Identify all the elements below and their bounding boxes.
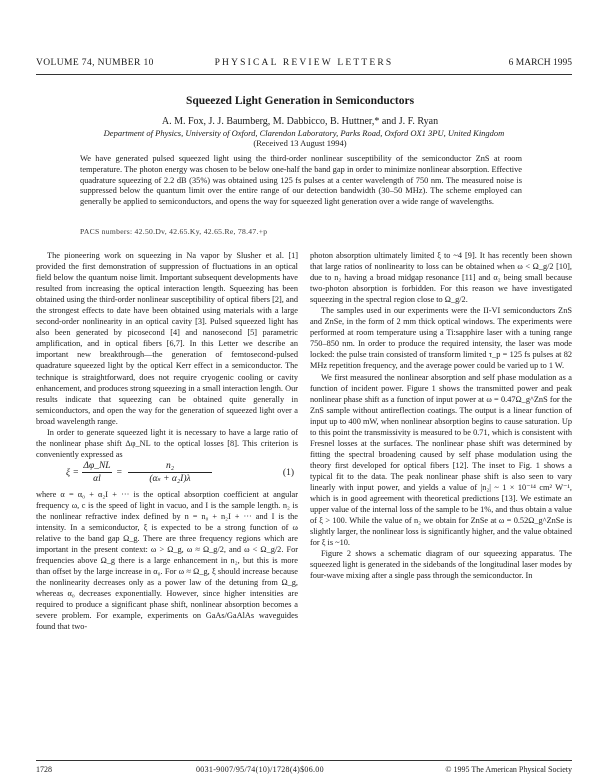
page-footer — [36, 765, 572, 775]
header-rule — [36, 74, 572, 75]
pacs-numbers: PACS numbers: 42.50.Dv, 42.65.Ky, 42.65.Re, 78.47.+p — [80, 227, 268, 236]
equation-1 — [36, 461, 298, 487]
journal-name: PHYSICAL REVIEW LETTERS — [214, 58, 394, 68]
paragraph: The pioneering work on squeezing in Na vapor by Slusher et al. [1] provided the first demonstration of suppression of fluctuations in an optical field below the quantum noise limit. Important subsequent developments have resulted from increasing the optical interaction length. Squeezing has been obtained using the third-order nonlinear susceptibility of optical fibers [2], and the strongest effects to date have been obtained using materials with a large second-order nonlinearity in an optical cavity [3]. Pulsed squeezed light has also been generated by picosecond [4] and nanosecond [5] parametric amplification, and in optical fibers [6,7]. In this Letter we describe an important new breakthrough—the generation of femtosecond-pulsed quadrature squeezed light by the optical Kerr effect in a semiconductor. The technique is straightforward, does not require cryogenic cooling or cavity enhancement, and produces strong squeezing in a small interaction length. Our results indicate that squeezing can be obtained quite generally in semiconductors, and open the way for the generation of squeezed light over a broad wavelength range. — [36, 251, 298, 426]
page-number: 1728 — [36, 765, 52, 774]
running-head — [36, 58, 572, 72]
issue-date: 6 MARCH 1995 — [508, 58, 572, 68]
article-authors: A. M. Fox, J. J. Baumberg, M. Dabbicco, B. Huttner,* and J. F. Ryan — [161, 116, 439, 127]
copyright: © 1995 The American Physical Society — [445, 765, 572, 774]
abstract: We have generated pulsed squeezed light using the third-order nonlinear susceptibility of the semiconductor ZnS at room temperature. The photon energy was chosen to be below one-half the band gap in order to minimize nonlinear absorption. Effective quadrature squeezing of 2.2 dB (35%) was obtained using 125 fs pulses at a center wavelength of 750 nm. The measured noise is suppressed below the quantum limit over the entire range of our detection bandwidth (30–50 MHz). The scheme employed can generally be applied to semiconductors, and opens the way for squeezed light generation over a wide range of wavelengths. — [80, 154, 522, 207]
paragraph: In order to generate squeezed light it is necessary to have a large ratio of the nonlinear phase shift Δφ_NL to the optical losses [8]. This criterion is conveniently expressed as — [36, 427, 298, 459]
equation-numerator: Δφ_NL — [83, 460, 111, 471]
equation-denominator: (αₛ + α₂I)λ — [149, 473, 191, 484]
paragraph: We first measured the nonlinear absorption and self phase modulation as a function of incident power. Figure 1 shows the transmitted power and peak nonlinear phase shift as a function of input power at ω = 0.47Ω_g^ZnS for the ZnS sample without antireflection coatings. The output is a linear function of input up to 400 mW, when nonlinear absorption begins to cause saturation. Up to this point the transmissivity is measured to be 0.71, which is consistent with Fresnel losses at the surfaces. The nonlinear phase shift was determined by fitting the spectral broadening caused by self phase modulation using the theory first developed for optical fibers [12]. The inset to Fig. 1 shows a typical fit to the data. The peak nonlinear phase shift is also seen to vary linearly with input power, and yields a value of |n₂| ~ 1 × 10⁻¹⁴ cm² W⁻¹, which is in good agreement with theoretical predictions [13]. We estimate an upper value of the internal loss of the sample to be 1%, and thus obtain a value of ξ > 100. While the value of n₂ we obtain for ZnSe at ω = 0.52Ω_g^ZnSe is slightly larger, the nonlinear loss is significantly higher, and the value obtained for ξ is ~10. — [310, 372, 572, 548]
received-date: (Received 13 August 1994) — [253, 138, 347, 148]
equation-denominator: αl — [93, 473, 101, 484]
equation-fraction-1 — [82, 461, 112, 485]
left-column — [36, 250, 298, 633]
equation-lhs: ξ = — [66, 467, 79, 478]
paragraph: The samples used in our experiments were the II-VI semiconductors ZnS and ZnSe, in the form of 2 mm thick optical windows. The experiments were performed at room temperature using a Ti:sapphire laser with a tuning range 750–850 nm. In order to produce the required intensity, the laser was mode locked: the pulse train consisted of transform limited τ_p = 125 fs pulses at 82 MHz repetition frequency, and the average power could be varied up to 1 W. — [310, 306, 572, 371]
equation-equals: = — [116, 467, 123, 478]
equation-fraction-2 — [128, 461, 212, 485]
paragraph: photon absorption ultimately limited ξ to ~4 [9]. It has recently been shown that large ratios of nonlinearity to loss can be obtained when ω < Ω_g/2 [10], due to n₂ having a broad midgap resonance [11] and α₂ being small because two-photon absorption is forbidden. For this reason we have investigated squeezing in the spectral region close to Ω_g/2. — [310, 251, 572, 305]
author-affiliation: Department of Physics, University of Oxford, Clarendon Laboratory, Parks Road, Oxford OX1 3PU, United Kingdom — [103, 128, 505, 138]
footer-rule — [36, 760, 572, 761]
equation-numerator: n₂ — [128, 461, 212, 473]
volume-number: VOLUME 74, NUMBER 10 — [36, 58, 154, 68]
article-code: 0031-9007/95/74(10)/1728(4)$06.00 — [196, 765, 324, 774]
paragraph: where α = α₀ + α₂I + ··· is the optical absorption coefficient at angular frequency ω, c is the speed of light in vacuo, and I is the sample length. n₂ is the nonlinear refractive index defined by n = n₀ + n₂I + ··· and I is the intensity. In a semiconductor, ξ is expected to be a strong function of ω relative to the band gap Ω_g. There are three frequency regions which are important in the present context: ω > Ω_g, ω ≈ Ω_g/2, and ω < Ω_g/2. For frequencies above Ω_g there is a large enhancement in n₂, but this is more than offset by the large increase in α₀. For ω ≈ Ω_g, ξ should increase because the nonlinearity decreases only as a power law of the detuning from Ω_g, whereas α₀ decreases exponentially. However, since higher intensities are required to produce a significant phase shift, nonlinear absorption becomes a severe problem. For example, experiments on GaAs/GaAlAs waveguides found that two- — [36, 489, 298, 632]
equation-number: (1) — [282, 467, 294, 478]
paragraph: Figure 2 shows a schematic diagram of our squeezing apparatus. The squeezed light is generated in the sidebands of the longitudinal laser modes by four-wave mixing after a single pass through the semiconductor. In — [310, 549, 572, 581]
article-title: Squeezed Light Generation in Semiconductors — [185, 95, 415, 107]
right-column — [310, 250, 572, 581]
